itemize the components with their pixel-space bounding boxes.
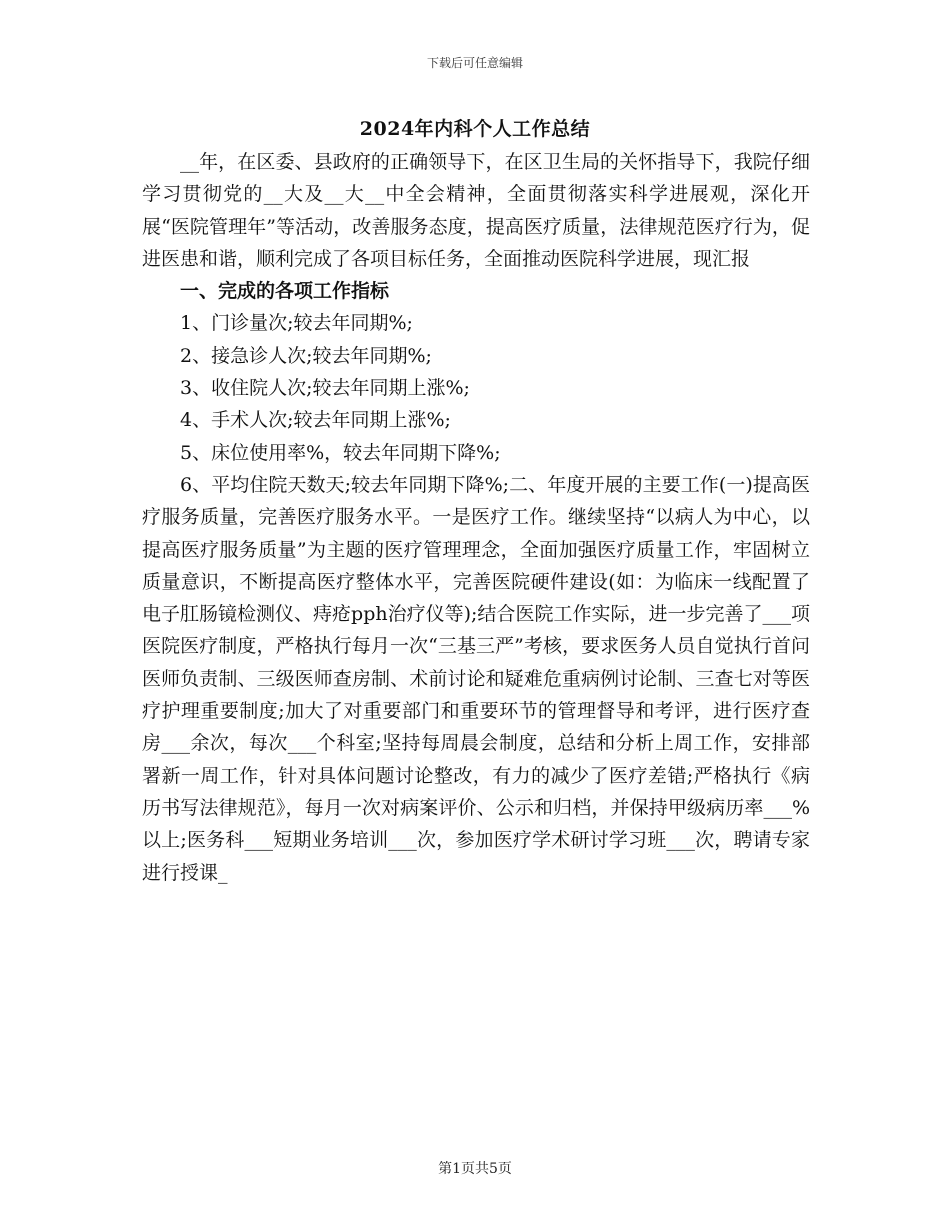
list-item: 4、手术人次;较去年同期上涨%; [180,409,451,432]
list-item: 5、床位使用率%，较去年同期下降%; [180,441,501,464]
body-paragraph: 6、平均住院天数天;较去年同期下降%;二、年度开展的主要工作(一)提高医疗服务质量，完善医疗服务水平。一是医疗工作。继续坚持“以病人为中心，以提高医疗服务质量”为主题的医疗管理理念，全面加强医疗质量工作，牢固树立质量意识，不断提高医疗整体水平，完善医院硬件建设(如：为临床一线配置了电子肛肠镜检测仪、痔疮pph治疗仪等);结合医院工作实际，进一步完善了___项医院医疗制度，严格执行每月一次“三基三严”考核，要求医务人员自觉执行首问医师负责制、三级医师查房制、术前讨论和疑难危重病例讨论制、三查七对等医疗护理重要制度;加大了对重要部门和重要环节的管理督导和考评，进行医疗查房___余次，每次___个科室;坚持每周晨会制度，总结和分析上周工作，安排部署新一周工作，针对具体问题讨论整改，有力的减少了医疗差错;严格执行《病历书写法律规范》，每月一次对病案评价、公示和归档，并保持甲级病历率___%以上;医务科___短期业务培训___次，参加医疗学术研讨学习班___次，聘请专家进行授课_ [142,473,810,884]
page-header-note: 下载后可任意编辑 [426,56,523,70]
list-item: 2、接急诊人次;较去年同期%; [180,344,432,367]
list-item: 3、收住院人次;较去年同期上涨%; [180,377,470,400]
intro-paragraph: __年，在区委、县政府的正确领导下，在区卫生局的关怀指导下，我院仔细学习贯彻党的__大及__大__中全会精神，全面贯彻落实科学进展观，深化开展“医院管理年”等活动，改善服务态度，提高医疗质量，法律规范医疗行为，促进医患和谐，顺利完成了各项目标任务，全面推动医院科学进展，现汇报 [142,151,810,270]
list-item: 1、门诊量次;较去年同期%; [180,312,413,335]
page-number: 第1页共5页 [438,1161,512,1177]
section-heading: 一、完成的各项工作指标 [180,280,390,303]
document-title: 2024年内科个人工作总结 [359,118,591,140]
document-content [142,146,810,889]
